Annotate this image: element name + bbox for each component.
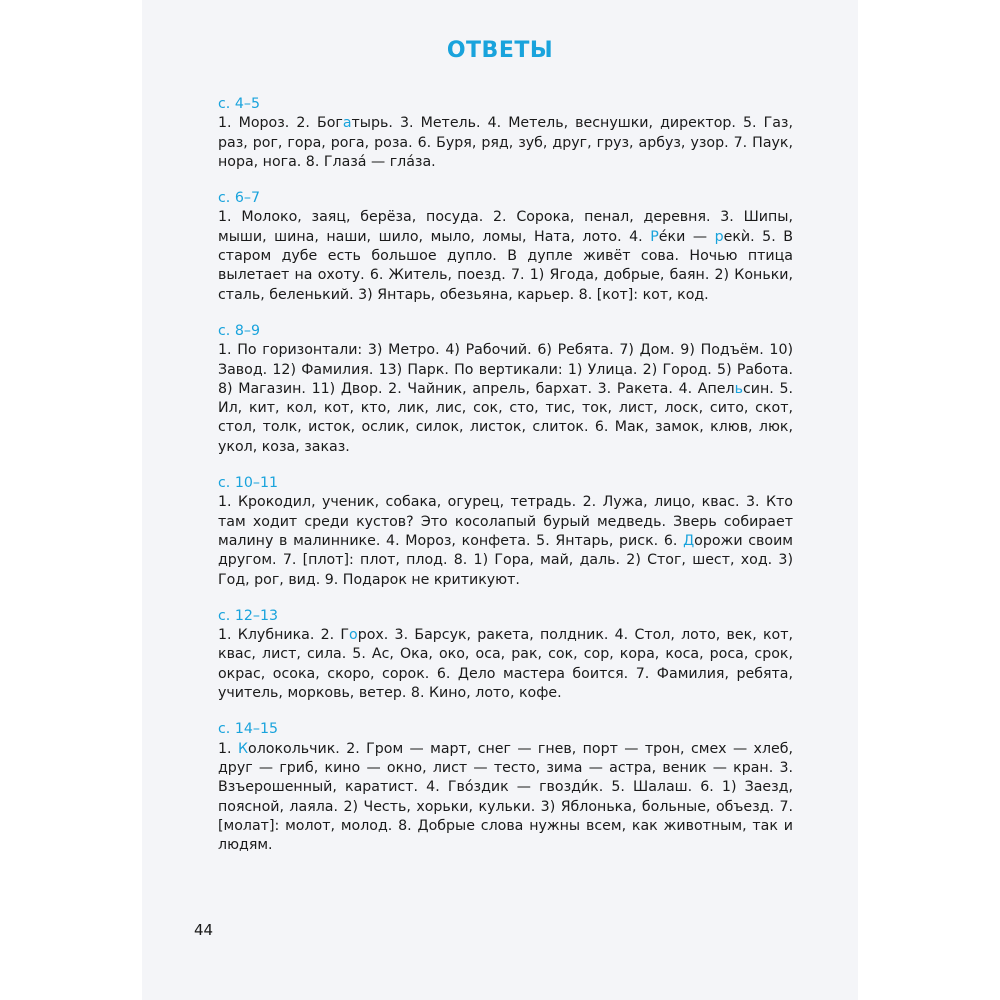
text-run: 1. По горизонтали: 3) Метро. 4) Рабочий. 6) Ребята. 7) Дом. 9) Подъём. 10) Завод. 12) Фамилия. 13) Парк. По вертикали: 1) Улица. 2) Город. 5) Работа. 8) Магазин. 11) Двор. 2. Чайник, апрель, бархат. 3. Ракета. 4. Апел <box>218 342 793 397</box>
page-title: ОТВЕТЫ <box>446 38 554 63</box>
text-run: 1. Крокодил, ученик, собака, огурец, тетрадь. 2. Лужа, лицо, квас. 3. Кто там ходит среди кустов? Это косолапый бурый медведь. Зверь собирает малину в малиннике. 4. Мороз, конфета. 5. Янтарь, риск. 6. <box>218 494 793 549</box>
section-text <box>218 740 793 856</box>
text-run: орожи своим другом. 7. [плот]: плот, плод. 8. 1) Гора, май, даль. 2) Стог, шест, ход. 3) Год, рог, вид. 9. Подарок не критикуют. <box>218 532 793 588</box>
text-run: тырь. 3. Метель. 4. Метель, веснушки, директор. 5. Газ, раз, рог, гора, рога, роза. 6. Буря, ряд, зуб, друг, груз, арбуз, узор. 7. Паук, нора, нога. 8. Глаза́ — гла́за. <box>218 115 793 170</box>
text-run: олокольчик. 2. Гром — март, снег — гнев, порт — трон, смех — хлеб, друг — гриб, кино — окно, лист — тесто, зима — астра, веник — кран. 3. Взъерошенный, каратист. 4. Гво́здик — гвозди́к. 5. Шалаш. 6. 1) Заезд, поясной, лаяла. 2) Честь, хорьки, кульки. 3) Яблонька, больные, объезд. 7. [молат]: молот, молод. 8. Добрые слова нужны всем, как животным, так и людям. <box>218 740 794 854</box>
highlighted-letter: К <box>237 740 249 757</box>
section-heading: с. 10–11 <box>218 475 279 492</box>
answer-section <box>218 95 793 172</box>
text-run: 1. Клубника. 2. Г <box>218 627 350 644</box>
text-run: 1. <box>218 740 238 757</box>
section-text <box>218 493 793 589</box>
text-run: 1. Молоко, заяц, берёза, посуда. 2. Сорока, пенал, деревня. 3. Шипы, мыши, шина, наши, шило, мыло, ломы, Ната, лото. 4. <box>218 209 793 245</box>
answer-section <box>218 720 793 855</box>
section-heading: с. 12–13 <box>218 607 279 624</box>
section-text <box>218 626 793 703</box>
highlighted-letter: ь <box>734 380 743 397</box>
answer-section <box>218 474 793 590</box>
answer-section <box>218 607 793 703</box>
highlighted-letter: р <box>714 228 724 245</box>
highlighted-letter: а <box>342 115 352 132</box>
book-page <box>142 0 858 1000</box>
section-heading: с. 6–7 <box>218 190 260 207</box>
highlighted-letter: Р <box>650 228 659 245</box>
answer-section <box>218 189 793 305</box>
text-run: рох. 3. Барсук, ракета, полдник. 4. Стол, лото, век, кот, квас, лист, сила. 5. Ас, Ока, око, оса, рак, сок, сор, кора, коса, роса, срок, окрас, осока, скоро, сорок. 6. Дело мастера боится. 7. Фамилия, ребята, учитель, морковь, ветер. 8. Кино, лото, кофе. <box>218 627 794 702</box>
section-text <box>218 208 793 304</box>
text-run: 1. Мороз. 2. Бог <box>218 115 343 132</box>
answers-content <box>218 95 793 872</box>
section-text <box>218 114 793 172</box>
answer-section <box>218 322 793 457</box>
text-run: син. 5. Ил, кит, кол, кот, кто, лик, лис, сок, сто, тис, ток, лист, лоск, сито, скот, стол, толк, исток, ослик, силок, листок, слиток. 6. Мак, замок, клюв, люк, укол, коза, заказ. <box>218 380 794 455</box>
page-number: 44 <box>194 921 214 939</box>
highlighted-letter: о <box>349 627 358 644</box>
section-heading: с. 4–5 <box>218 96 260 112</box>
text-run: екѝ. 5. В старом дубе есть большое дупло. В дупле живёт сова. Ночью птица вылетает на охоту. 6. Житель, поезд. 7. 1) Ягода, добрые, баян. 2) Коньки, сталь, беленький. 3) Янтарь, обезьяна, карьер. 8. [кот]: кот, код. <box>218 228 793 303</box>
section-heading: с. 8–9 <box>218 322 260 339</box>
text-run: е́ки — <box>658 228 715 245</box>
highlighted-letter: Д <box>683 532 695 549</box>
section-heading: с. 14–15 <box>218 721 279 738</box>
section-text <box>218 341 793 457</box>
